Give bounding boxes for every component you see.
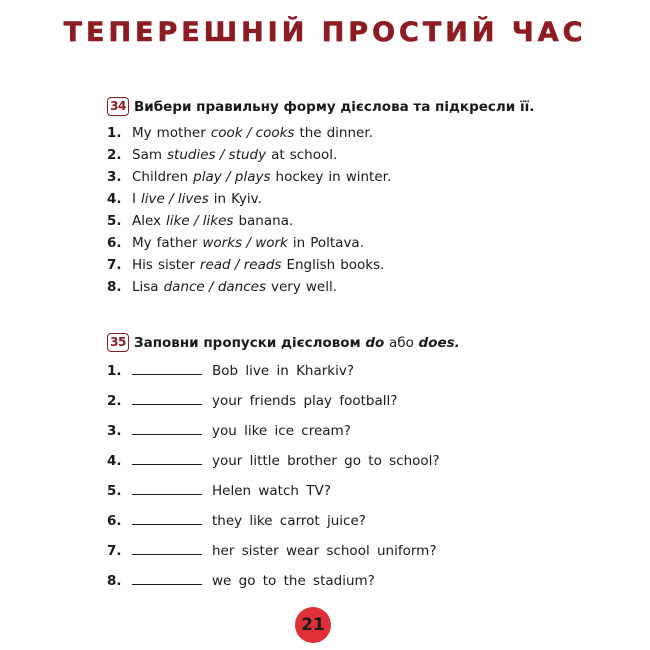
sentence-word: in [292, 235, 306, 251]
sentence-word: hockey [275, 169, 324, 185]
question-text: we go to the stadium? [212, 573, 375, 589]
fill-blank-row [107, 483, 331, 499]
answer-blank[interactable] [132, 484, 202, 495]
page-number: 21 [295, 607, 331, 643]
item-number: 7. [107, 543, 122, 559]
sentence-word: My [132, 235, 152, 251]
fill-blank-row [107, 363, 354, 379]
answer-blank[interactable] [132, 394, 202, 405]
item-number: 2. [107, 393, 122, 409]
answer-blank[interactable] [132, 454, 202, 465]
sentence-word: My [132, 125, 152, 141]
sentence-word: at [271, 147, 285, 163]
verb-choice[interactable]: read / reads [199, 257, 282, 273]
item-number: 4. [107, 453, 122, 469]
instruction-or: або [388, 334, 414, 351]
item-number: 4. [107, 191, 122, 207]
instruction-does: does. [418, 334, 460, 351]
answer-blank[interactable] [132, 544, 202, 555]
item-number: 1. [107, 363, 122, 379]
sentence-word: well. [305, 279, 337, 295]
item-number: 6. [107, 235, 122, 251]
exercise-row [107, 147, 342, 163]
sentence-word: English [286, 257, 336, 273]
answer-blank[interactable] [132, 574, 202, 585]
verb-choice[interactable]: play / plays [193, 169, 271, 185]
item-number: 5. [107, 483, 122, 499]
exercise-row [107, 279, 342, 295]
exercise-row [107, 191, 267, 207]
fill-blank-row [107, 543, 437, 559]
instruction-text: Заповни пропуски дієсловом [134, 334, 361, 351]
question-text: Helen watch TV? [212, 483, 331, 499]
task-instruction [134, 335, 460, 351]
task-number-badge: 35 [107, 333, 129, 352]
page-title: ТЕПЕРЕШНІЙ ПРОСТИЙ ЧАС [63, 17, 587, 48]
sentence-word: Children [132, 169, 189, 185]
sentence-word: Sam [132, 147, 162, 163]
sentence-word: winter. [345, 169, 392, 185]
verb-choice[interactable]: cook / cooks [210, 125, 295, 141]
question-text: they like carrot juice? [212, 513, 366, 529]
verb-choice[interactable]: works / work [202, 235, 288, 251]
sentence-word: Lisa [132, 279, 159, 295]
sentence-word: in [213, 191, 227, 207]
fill-blank-row [107, 573, 375, 589]
sentence-word: the [299, 125, 322, 141]
question-text: your friends play football? [212, 393, 398, 409]
question-text: you like ice cream? [212, 423, 351, 439]
sentence-word: I [132, 191, 136, 207]
sentence-word: His [132, 257, 153, 273]
question-text: Bob live in Kharkiv? [212, 363, 355, 379]
sentence-word: very [271, 279, 301, 295]
item-number: 1. [107, 125, 122, 141]
sentence-word: school. [289, 147, 338, 163]
question-text: her sister wear school uniform? [212, 543, 437, 559]
exercise-row [107, 257, 389, 273]
item-number: 8. [107, 279, 122, 295]
item-number: 2. [107, 147, 122, 163]
fill-blank-row [107, 513, 366, 529]
verb-choice[interactable]: studies / study [167, 147, 267, 163]
verb-choice[interactable]: like / likes [166, 213, 234, 229]
fill-blank-row [107, 453, 440, 469]
item-number: 3. [107, 423, 122, 439]
item-number: 8. [107, 573, 122, 589]
instruction-do: do [365, 334, 385, 351]
answer-blank[interactable] [132, 364, 202, 375]
sentence-word: Alex [132, 213, 162, 229]
task-instruction: Вибери правильну форму дієслова та підкресли її. [134, 98, 535, 115]
question-text: your little brother go to school? [212, 453, 440, 469]
sentence-word: Poltava. [310, 235, 364, 251]
exercise-row [107, 125, 378, 141]
fill-blank-row [107, 423, 351, 439]
answer-blank[interactable] [132, 514, 202, 525]
sentence-word: father [156, 235, 198, 251]
sentence-word: dinner. [326, 125, 373, 141]
task-34-header [107, 97, 534, 116]
item-number: 6. [107, 513, 122, 529]
sentence-word: sister [157, 257, 195, 273]
answer-blank[interactable] [132, 424, 202, 435]
item-number: 5. [107, 213, 122, 229]
sentence-word: mother [156, 125, 206, 141]
task-35-header [107, 333, 460, 352]
sentence-word: in [328, 169, 341, 185]
sentence-word: Kyiv. [231, 191, 262, 207]
verb-choice[interactable]: dance / dances [163, 279, 266, 295]
sentence-word: books. [340, 257, 385, 273]
sentence-word: banana. [238, 213, 294, 229]
exercise-row [107, 213, 298, 229]
verb-choice[interactable]: live / lives [140, 191, 209, 207]
exercise-row [107, 235, 369, 251]
exercise-row [107, 169, 396, 185]
item-number: 7. [107, 257, 122, 273]
item-number: 3. [107, 169, 122, 185]
task-number-badge: 34 [107, 97, 129, 116]
fill-blank-row [107, 393, 397, 409]
